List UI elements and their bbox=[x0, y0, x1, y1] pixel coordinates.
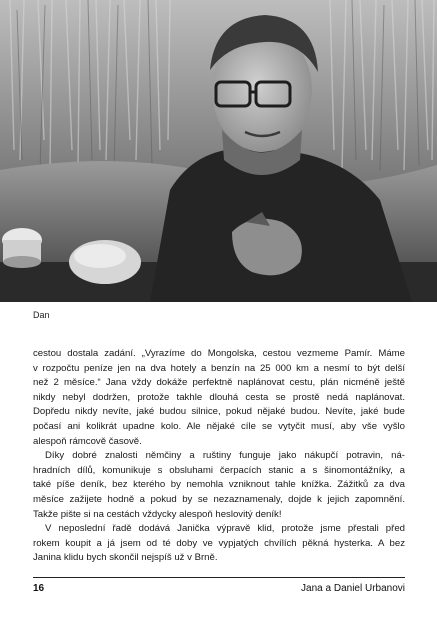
page-number: 16 bbox=[33, 583, 45, 594]
text-line: nikdy nebyl dodržen, protože takhle dlouhá cesta se prostě nedá naplánovat. bbox=[33, 391, 405, 403]
text-line: V neposlední řadě dodává Janička výpravě klid, protože jsme přestali před bbox=[45, 523, 405, 535]
text-line: než 2 měsíce.“ Jana vždy dokáže perfektně naplánovat cestu, plán nicméně ještě bbox=[33, 377, 405, 389]
text-line: počasí ani kolikrát upadne kolo. Ale nějaké cíle se vytyčit musí, aby vše vyšlo bbox=[33, 420, 405, 432]
text-line: Takže pište si na cestách vždycky alespoň heslovitý deník! bbox=[33, 508, 282, 520]
text-line: hradních dílů, komunikuje s obsluhami čerpacích stanic a s šinomontážníky, a bbox=[33, 464, 405, 476]
text-line: Dopředu nikdy nevíte, jaké budou silnice, pokud nějaké budou. Nevíte, jaké bude bbox=[33, 406, 405, 418]
text-line: v rozpočtu peníze jen na dva hotely a benzín na 25 000 km a nesmí to být delší bbox=[33, 362, 405, 374]
text-line: Janina klidu bych skončil nejspíš už v Brně. bbox=[33, 552, 218, 564]
text-line: cestou dostala zadání. „Vyrazíme do Mongolska, cestou vezmeme Pamír. Máme bbox=[33, 348, 405, 359]
running-head: Jana a Daniel Urbanovi bbox=[301, 583, 405, 594]
text-line: také píše deník, bez kterého by nemohla vzniknout tahle knížka. Zážitků za dva bbox=[33, 479, 405, 491]
photo-caption: Dan bbox=[33, 310, 50, 320]
portrait-photo bbox=[0, 0, 437, 302]
text-line: měsíce zažijete hodně a pokud by se nezaznamenaly, dojde k jejich zapomnění. bbox=[33, 493, 405, 505]
text-line: alespoň rámcově časově. bbox=[33, 435, 142, 447]
text-line: rokem koupit a já jsem od té doby ve vypjatých chvílích pěkná hysterka. A bez bbox=[33, 537, 405, 549]
footer-rule bbox=[33, 577, 405, 578]
paragraph-2 bbox=[33, 449, 405, 522]
paragraph-1 bbox=[33, 347, 405, 449]
paragraph-3 bbox=[33, 522, 405, 566]
body-text bbox=[33, 347, 405, 566]
text-line: Díky dobré znalosti němčiny a ruštiny funguje jako nákupčí potravin, ná- bbox=[45, 450, 405, 462]
